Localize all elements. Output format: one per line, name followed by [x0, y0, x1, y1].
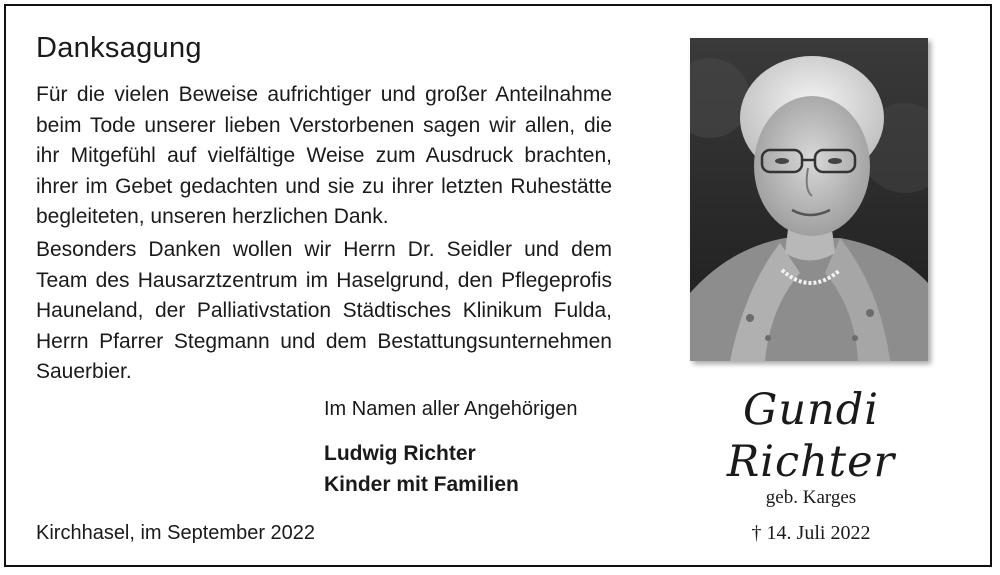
death-date: † 14. Juli 2022	[751, 522, 871, 544]
maiden-name: geb. Karges	[765, 487, 857, 508]
heading: Danksagung	[36, 32, 202, 64]
family-signatures	[324, 438, 519, 500]
portrait-photo	[690, 38, 928, 361]
family-member: Kinder mit Familien	[324, 473, 519, 496]
place-and-date: Kirchhasel, im September 2022	[36, 522, 316, 544]
special-thanks-paragraph: Besonders Danken wollen wir Herrn Dr. Seidler und dem Team des Hausarztzentrum im Haselgrund, den Pflegeprofis Hauneland, der Palliativstation Städtisches Klinikum Fulda, Herrn Pfarrer Stegmann und dem Bestattungsunternehmen Sauerbier.	[36, 238, 612, 384]
signoff-line: Im Namen aller Angehörigen	[324, 398, 578, 420]
obituary-card	[4, 4, 992, 567]
thanks-paragraph: Für die vielen Beweise aufrichtiger und großer Anteilnahme beim Tode unserer lieben Verstorbenen sagen wir allen, die ihr Mitgefühl auf vielfältige Weise zum Ausdruck brachten, ihrer im Gebet gedachten und sie zu ihrer letzten Ruhestätte begleiteten, unseren herzlichen Dank.	[36, 83, 612, 229]
family-member: Ludwig Richter	[324, 442, 476, 465]
deceased-last-name: Richter	[726, 437, 896, 487]
portrait-illustration	[690, 38, 928, 361]
deceased-first-name: Gundi	[742, 385, 879, 435]
